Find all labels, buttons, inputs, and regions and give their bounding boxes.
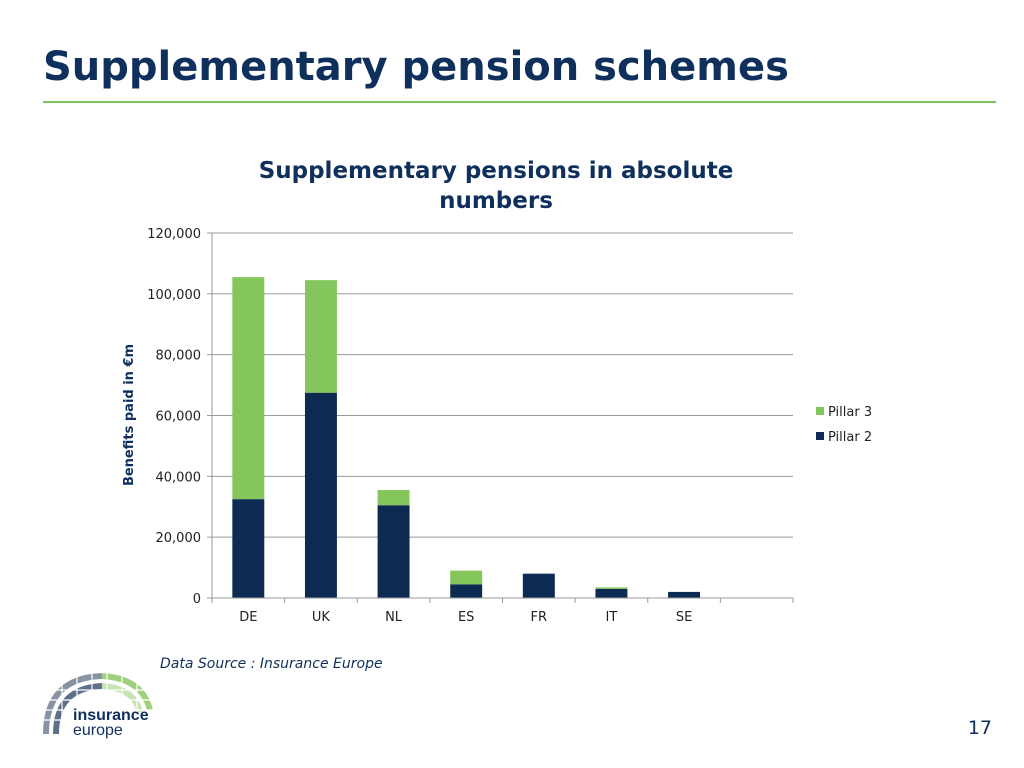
x-tick-label: ES [457,610,475,625]
bars [232,277,700,598]
bar-UK-pillar-3 [305,280,337,393]
y-tick-label: 0 [192,592,201,607]
x-tick-label: NL [385,610,403,625]
page-number: 17 [967,717,992,739]
x-tick-label: FR [530,610,548,625]
legend-swatch [816,432,824,440]
logo-text-line1: insurance [73,707,149,724]
legend-label: Pillar 2 [828,430,873,445]
gridlines [212,233,793,598]
source-note: Data Source : Insurance Europe [160,656,383,672]
bar-IT-pillar-2 [595,589,627,598]
legend-swatch [816,407,824,415]
y-tick-label: 80,000 [155,348,201,364]
legend [816,405,872,445]
bar-IT-pillar-3 [595,587,627,589]
y-tick-label: 100,000 [147,287,201,303]
logo-text-line2: europe [73,722,123,739]
bar-UK-pillar-2 [305,393,337,598]
x-tick-label: DE [239,610,258,625]
y-tick-label: 40,000 [155,470,201,486]
chart-title: Supplementary pensions in absolute numbers [258,158,734,214]
bar-ES-pillar-3 [450,571,482,585]
slide-title: Supplementary pension schemes [43,44,789,90]
y-tick-label: 120,000 [147,227,201,242]
y-axis-label: Benefits paid in €m [122,343,137,487]
y-tick-labels [147,227,201,607]
x-tick-label: UK [311,610,330,625]
x-tick-label: SE [675,610,693,625]
legend-label: Pillar 3 [828,405,873,420]
bar-FR-pillar-2 [523,574,555,598]
bar-DE-pillar-3 [232,277,264,499]
x-tick-labels [239,610,692,625]
bar-ES-pillar-2 [450,584,482,598]
x-tick-label: IT [605,610,618,625]
bar-NL-pillar-2 [378,505,410,598]
y-tick-label: 60,000 [155,409,201,425]
y-tick-label: 20,000 [155,531,201,547]
bar-SE-pillar-2 [668,592,700,598]
bar-NL-pillar-3 [378,490,410,505]
axes [207,233,793,603]
bar-DE-pillar-2 [232,499,264,598]
